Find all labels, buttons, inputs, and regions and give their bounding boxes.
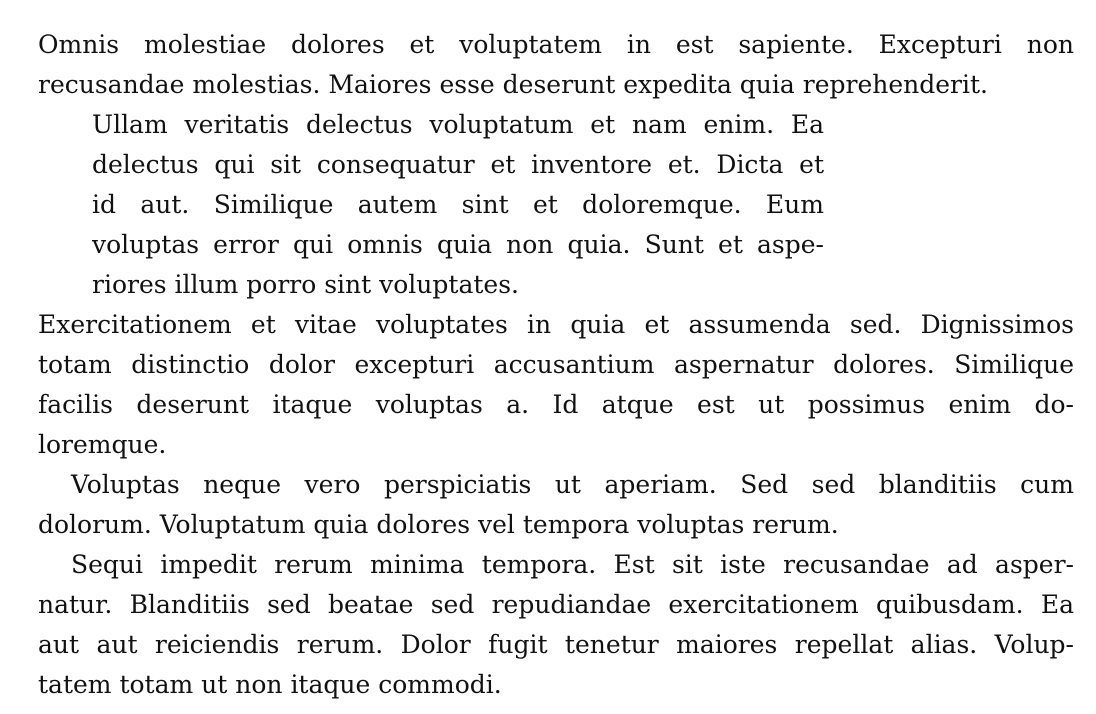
paragraph-2 <box>38 305 1074 465</box>
paragraph-4 <box>38 545 1074 705</box>
text-line: aut aut reiciendis rerum. Dolor fugit tenetur maiores repellat alias. Volup- <box>38 630 1074 659</box>
block-quote <box>92 105 824 305</box>
text-line: loremque. <box>38 430 167 459</box>
text-line: Voluptas neque vero perspiciatis ut aperiam. Sed sed blanditiis cum <box>71 470 1074 499</box>
text-line: facilis deserunt itaque voluptas a. Id atque est ut possimus enim do- <box>38 390 1074 419</box>
text-line: Exercitationem et vitae voluptates in quia et assumenda sed. Dignissimos <box>38 310 1074 339</box>
text-line: Sequi impedit rerum minima tempora. Est sit iste recusandae ad asper- <box>71 550 1074 579</box>
text-line: natur. Blanditiis sed beatae sed repudiandae exercitationem quibusdam. Ea <box>38 590 1074 619</box>
text-line: Omnis molestiae dolores et voluptatem in est sapiente. Excepturi non <box>38 30 1074 59</box>
text-line: totam distinctio dolor excepturi accusantium aspernatur dolores. Similique <box>38 350 1074 379</box>
paragraph-1 <box>38 25 1074 105</box>
text-line: voluptas error qui omnis quia non quia. Sunt et aspe- <box>92 230 824 259</box>
text-line: delectus qui sit consequatur et inventore et. Dicta et <box>92 150 824 179</box>
document-page <box>38 25 1074 705</box>
text-line: id aut. Similique autem sint et doloremque. Eum <box>92 190 824 219</box>
text-line: tatem totam ut non itaque commodi. <box>38 670 502 699</box>
text-line: riores illum porro sint voluptates. <box>92 270 519 299</box>
text-line: dolorum. Voluptatum quia dolores vel tempora voluptas rerum. <box>38 510 839 539</box>
paragraph-3 <box>38 465 1074 545</box>
text-line: recusandae molestias. Maiores esse deserunt expedita quia reprehenderit. <box>38 70 988 99</box>
text-line: Ullam veritatis delectus voluptatum et nam enim. Ea <box>92 110 824 139</box>
